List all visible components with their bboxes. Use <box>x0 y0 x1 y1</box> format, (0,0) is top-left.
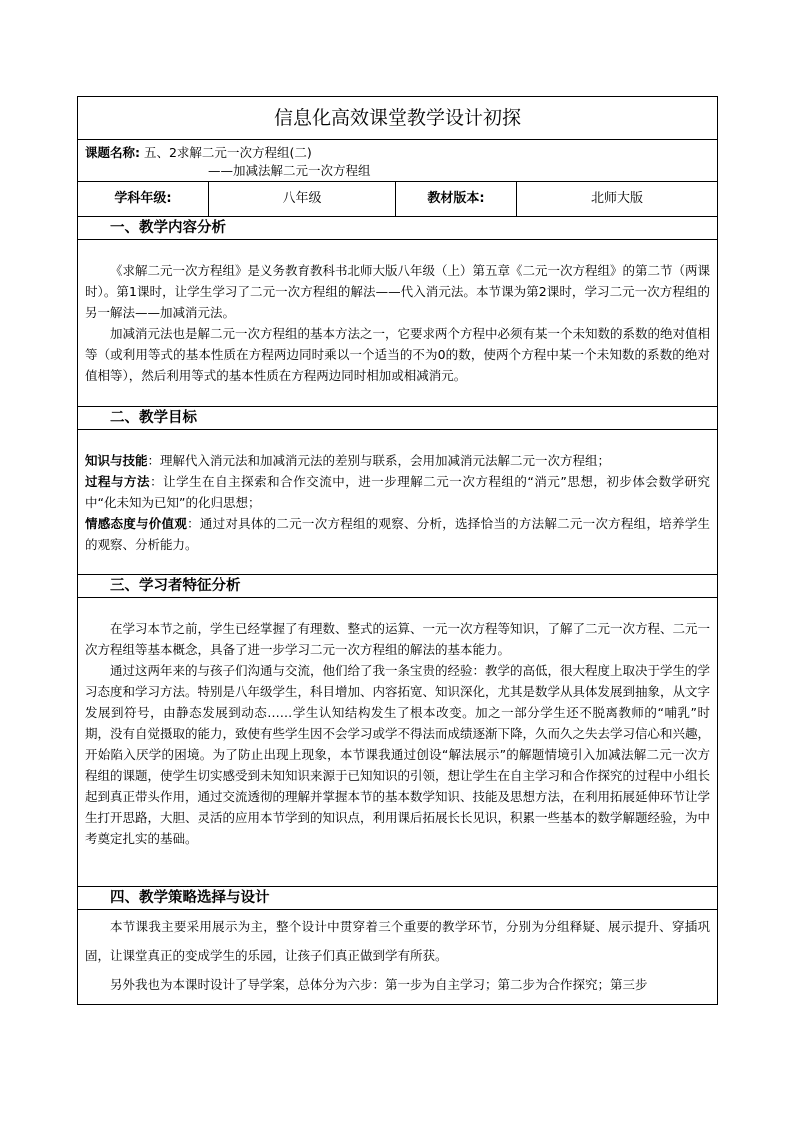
info-row <box>78 181 717 216</box>
objective-knowledge-text: ：理解代入消元法和加减消元法的差别与联系，会用加减消元法解二元一次方程组； <box>147 453 611 468</box>
content-analysis-paragraph-2: 加减消元法也是解二元一次方程组的基本方法之一，它要求两个方程中必须有某一个未知数的系数的绝对值相等（或利用等式的基本性质在方程两边同时乘以一个适当的不为0的数，使两个方程中某一个未知数的系数的绝对值相等），然后利用等式的基本性质在方程两边同时相加或相减消元。 <box>85 326 711 383</box>
objective-emotion <box>85 513 710 555</box>
objective-knowledge-label: 知识与技能 <box>85 453 148 468</box>
objective-emotion-label: 情感态度与价值观 <box>85 516 188 531</box>
subject-subtitle: ——加减法解二元一次方程组 <box>208 163 371 178</box>
strategy-paragraph-2: 另外我也为本课时设计了导学案，总体分为六步：第一步为自主学习；第二步为合作探究；第三步 <box>110 977 648 992</box>
divider <box>78 597 717 598</box>
learner-analysis-paragraph-2: 通过这两年来的与孩子们沟通与交流，他们给了我一条宝贵的经验：教学的高低，很大程度上取决于学生的学习态度和学习方法。特别是八年级学生，科目增加、内容拓宽、知识深化，尤其是数学从具体发展到抽象，从文字发展到符号，由静态发展到动态……学生认知结构发生了根本改变。加之一部分学生还不脱离教师的“哺乳”时期，没有自觉摄取的能力，致使有些学生因不会学习或学不得法而成绩逐渐下降，久而久之失去学习信心和兴趣，开始陷入厌学的困境。为了防止出现上现象，本节课我通过创设“解法展示”的解题情境引入加减法解二元一次方程组的课题，使学生切实感受到未知知识来源于已知知识的引领，想让学生在自主学习和合作探究的过程中小组长起到真正带头作用，通过交流透彻的理解并掌握本节的基本数学知识、技能及思想方法，在利用拓展延伸环节让学生打开思路，大胆、灵活的应用本节学到的知识点，利用课后拓展长长见识，积累一些基本的数学解题经验，为中考奠定扎实的基础。 <box>85 663 711 846</box>
strategy-paragraph-1: 本节课我主要采用展示为主，整个设计中贯穿着三个重要的教学环节，分别为分组释疑、展示提升、穿插巩固，让课堂真正的变成学生的乐园，让孩子们真正做到学有所获。 <box>85 919 710 963</box>
objective-process <box>85 471 710 513</box>
learner-analysis-paragraph-1: 在学习本节之前，学生已经掌握了有理数、整式的运算、一元一次方程等知识，了解了二元一次方程、二元一次方程组等基本概念，具备了进一步学习二元一次方程组的解法的基本能力。 <box>85 621 711 657</box>
objectives-body <box>78 450 717 555</box>
subject-line-1 <box>85 143 312 161</box>
subject-title: 五、2求解二元一次方程组(二) <box>143 145 312 160</box>
grade-value: 八年级 <box>209 181 396 216</box>
book-value: 北师大版 <box>590 191 643 206</box>
divider <box>78 239 717 240</box>
objective-process-text: ：让学生在自主探索和合作交流中，进一步理解二元一次方程组的“消元”思想，初步体会数学研究中“化未知为已知”的化归思想； <box>85 474 710 510</box>
section-heading-objectives: 二、教学目标 <box>110 410 197 426</box>
section-heading-learner-analysis: 三、学习者特征分析 <box>110 578 241 594</box>
subject-row <box>78 139 717 181</box>
objective-process-label: 过程与方法 <box>85 474 151 489</box>
lesson-plan-table <box>77 96 718 1005</box>
content-analysis-body <box>78 260 717 386</box>
divider <box>78 909 717 910</box>
section-heading-content-analysis: 一、教学内容分析 <box>110 220 226 236</box>
grade-label: 学科年级: <box>78 181 209 216</box>
content-analysis-paragraph-1: 《求解二元一次方程组》是义务教育教科书北师大版八年级（上）第五章《二元一次方程组》的第二节（两课时）。第1课时，让学生学习了二元一次方程组的解法——代入消元法。本节课为第2课时，学习二元一次方程组的另一解法——加减消元法。 <box>85 263 711 320</box>
document-title: 信息化高效课堂教学设计初探 <box>273 107 521 129</box>
divider <box>78 429 717 430</box>
strategy-body <box>78 912 717 999</box>
book-label: 教材版本: <box>396 181 517 216</box>
objective-knowledge <box>85 450 710 471</box>
subject-label: 课题名称: <box>85 145 140 160</box>
learner-analysis-body <box>78 618 717 849</box>
objective-emotion-text: ：通过对具体的二元一次方程组的观察、分析，选择恰当的方法解二元一次方程组，培养学生的观察、分析能力。 <box>85 516 710 552</box>
section-heading-strategy: 四、教学策略选择与设计 <box>110 890 270 906</box>
